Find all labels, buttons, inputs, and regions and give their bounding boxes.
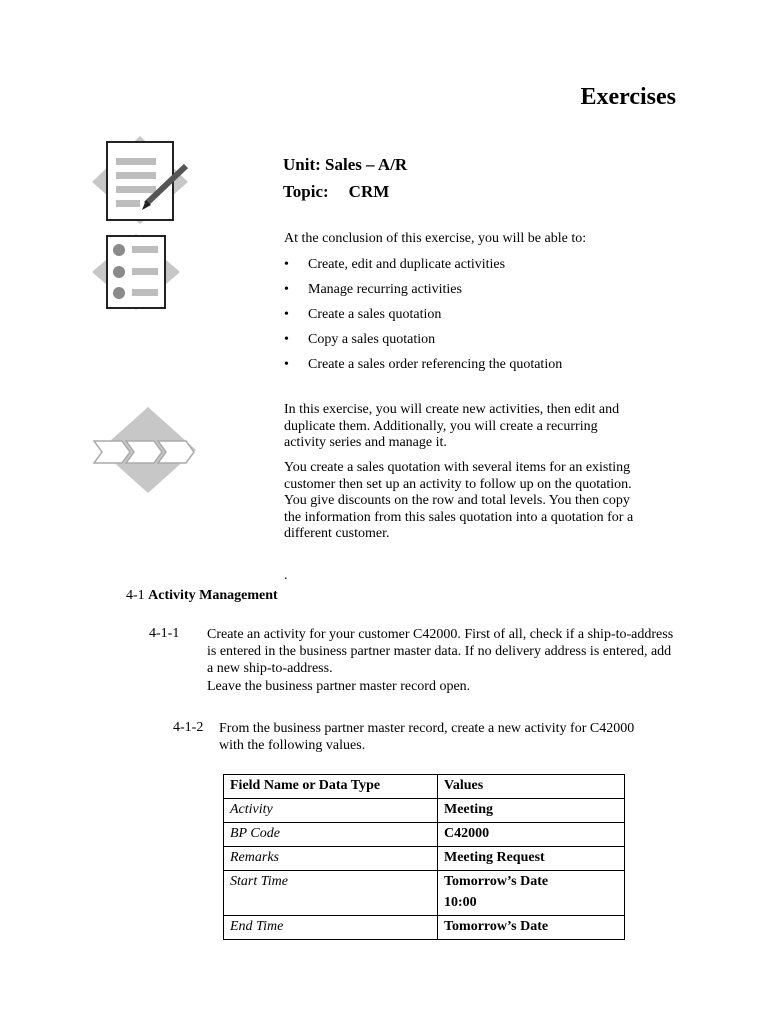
table-cell-value-line: Tomorrow’s Date [444, 874, 549, 889]
step-number: 4-1-2 [173, 720, 204, 735]
exercise-sheet-icon [90, 134, 190, 226]
table-cell-value: Meeting [438, 799, 625, 823]
table-cell-value: Tomorrow’s Date [438, 916, 625, 940]
table-cell-field: BP Code [224, 823, 438, 847]
section-number: 4-1 [126, 588, 145, 603]
objectives-intro: At the conclusion of this exercise, you will be able to: [284, 231, 587, 246]
list-item: • Create a sales quotation [284, 307, 562, 332]
table-row [224, 799, 625, 823]
objectives-list-icon [90, 232, 182, 312]
table-row [224, 823, 625, 847]
table-cell-value [438, 871, 625, 916]
objectives-list [284, 257, 562, 382]
business-example-paragraph: You create a sales quotation with several items for an existing customer then set up an activity to follow up on the quotation. You give discounts on the row and total levels. You then copy the information from this sales quotation into a quotation for a different customer. [284, 460, 634, 541]
step-number: 4-1-1 [149, 626, 180, 641]
list-item: • Copy a sales quotation [284, 332, 562, 357]
table-row [224, 847, 625, 871]
list-item: • Create, edit and duplicate activities [284, 257, 562, 282]
table-cell-field: End Time [224, 916, 438, 940]
trailing-period: . [284, 568, 288, 583]
table-cell-value: C42000 [438, 823, 625, 847]
topic-heading [283, 182, 389, 202]
step-text: From the business partner master record, create a new activity for C42000 with the following values. [219, 721, 635, 753]
unit-heading [283, 155, 407, 175]
topic-value: CRM [348, 182, 390, 201]
topic-label: Topic: [283, 182, 329, 201]
table-cell-field: Remarks [224, 847, 438, 871]
list-item: • Create a sales order referencing the quotation [284, 357, 562, 382]
table-row [224, 871, 625, 916]
page-title: Exercises [580, 84, 676, 110]
table-row [224, 916, 625, 940]
business-example-paragraph: In this exercise, you will create new activities, then edit and duplicate them. Additionally, you will create a recurring activity series and manage it. [284, 402, 620, 450]
values-table [223, 774, 625, 940]
table-header-row [224, 775, 625, 799]
step-note: Leave the business partner master record open. [207, 679, 471, 694]
table-cell-value-line: 10:00 [444, 895, 477, 910]
unit-value: Sales – A/R [325, 155, 408, 174]
unit-label: Unit: [283, 155, 321, 174]
table-cell-field: Activity [224, 799, 438, 823]
section-title: Activity Management [148, 588, 278, 603]
section-heading [126, 588, 278, 604]
table-cell-value: Meeting Request [438, 847, 625, 871]
process-arrows-icon [92, 405, 204, 495]
table-header-values: Values [438, 775, 625, 799]
list-item: • Manage recurring activities [284, 282, 562, 307]
table-header-field: Field Name or Data Type [224, 775, 438, 799]
step-text: Create an activity for your customer C42000. First of all, check if a ship-to-address is entered in the business partner master data. If no delivery address is entered, add a new ship-to-address. [207, 627, 674, 676]
table-cell-field: Start Time [224, 871, 438, 916]
